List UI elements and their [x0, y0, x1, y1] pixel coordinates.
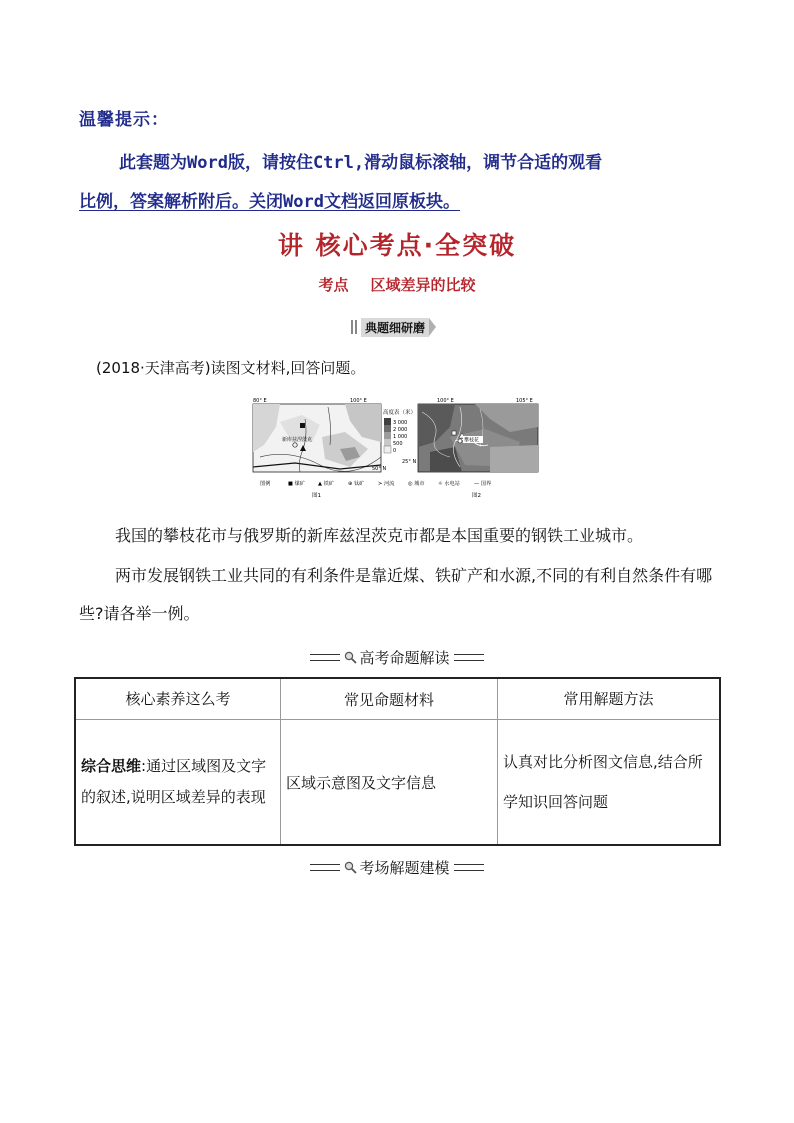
legend-value-3: 500 [393, 441, 403, 447]
legend-value-1: 2 000 [393, 427, 408, 433]
fig2-lon2-label: 105° E [516, 398, 533, 404]
legend-title: 高度表（米） [383, 410, 417, 416]
tip-line-2: 比例，答案解析附后。关闭Word文档返回原板块。 [79, 192, 460, 212]
fig2-caption: 图2 [472, 493, 481, 499]
core-description: :通过区域图及文字的叙述,说明区域差异的表现 [81, 757, 267, 806]
table-row [75, 720, 720, 846]
legend-row-0: 图例 [260, 481, 271, 487]
figure-2-map [402, 398, 538, 472]
subtitle-topic: 区域差异的比较 [370, 276, 476, 294]
tip-body [79, 144, 724, 222]
question-intro: (2018·天津高考)读图文材料,回答问题。 [96, 359, 366, 377]
fig1-lon2-label: 100° E [350, 398, 367, 404]
legend-row-1: ■ 煤矿 [288, 481, 305, 487]
double-line-right [454, 864, 484, 871]
figure-1-map [253, 398, 386, 472]
double-line-right [454, 654, 484, 661]
table-header-cell: 核心素养这么考 [75, 678, 281, 720]
legend-row-3: ⊕ 钛矿 [348, 481, 365, 487]
table-header-cell: 常见命题材料 [281, 678, 498, 720]
legend-row-2: ▲ 铁矿 [318, 481, 335, 487]
fig2-city-label: 攀枝花 [464, 437, 480, 444]
double-line-left [310, 654, 340, 661]
legend-row-5: ◎ 城市 [408, 481, 425, 487]
question-paragraph-1: 我国的攀枝花市与俄罗斯的新库兹涅茨克市都是本国重要的钢铁工业城市。 [115, 526, 644, 545]
table-header-cell: 常用解题方法 [498, 678, 721, 720]
legend-row-7: — 国界 [474, 481, 492, 487]
table-header-row [75, 678, 720, 720]
maps-figure [250, 397, 540, 501]
magnifier-icon [344, 861, 357, 874]
tip-line-1: 此套题为Word版，请按住Ctrl,滑动鼠标滚轴，调节合适的观看 [119, 153, 603, 173]
section-heading-1 [0, 647, 794, 668]
elevation-legend [383, 408, 416, 454]
fig1-lat-label: 50° N [372, 466, 387, 472]
magnifier-icon [344, 651, 357, 664]
table-cell-core [75, 720, 281, 846]
fig2-lat-label: 25° N [402, 459, 417, 465]
legend-row-4: ≻ 河流 [378, 481, 395, 487]
tag-label: 典题细研磨 [361, 318, 429, 337]
tip-title: 温馨提示： [79, 110, 169, 130]
fig1-lon1-label: 80° E [253, 398, 267, 404]
table-cell-method: 认真对比分析图文信息,结合所学知识回答问题 [498, 720, 721, 846]
tag-arrow-icon [429, 318, 436, 336]
section-heading-2-text: 考场解题建模 [359, 859, 450, 877]
section-heading-1-text: 高考命题解读 [359, 649, 450, 667]
legend-row-6: ☼ 水电站 [438, 481, 460, 487]
info-table [74, 677, 721, 846]
double-line-left [310, 864, 340, 871]
page-title: 讲 核心考点·全突破 [277, 231, 517, 260]
fig2-lon1-label: 100° E [437, 398, 454, 404]
map-legend-row [260, 479, 491, 487]
section-heading-2 [0, 857, 794, 878]
table-cell-material: 区域示意图及文字信息 [281, 720, 498, 846]
fig1-city-label: 新库兹涅茨克 [282, 437, 313, 443]
core-label: 综合思维 [81, 757, 142, 775]
question-paragraph-2: 两市发展钢铁工业共同的有利条件是靠近煤、铁矿产和水源,不同的有利自然条件有哪些?请各举一例。 [79, 566, 713, 623]
fig1-caption: 图1 [312, 493, 321, 499]
section-tag [351, 318, 436, 336]
legend-value-2: 1 000 [393, 434, 408, 440]
tag-bars-icon [351, 320, 357, 334]
legend-value-0: 3 000 [393, 420, 408, 426]
subtitle-label: 考点 [318, 276, 349, 294]
page-subtitle [0, 274, 794, 295]
legend-value-4: 0 [393, 448, 397, 454]
